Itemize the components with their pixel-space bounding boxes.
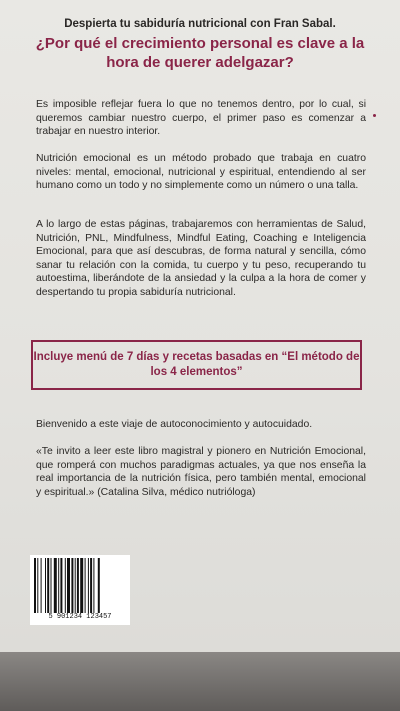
barcode-bar: [98, 558, 100, 613]
barcode-bar: [71, 558, 73, 613]
paragraph-method: Nutrición emocional es un método probado que trabaja en cuatro niveles: mental, emocional, nutricional y espiritual, entendiendo al ser humano como un todo y no simplemente como un número o una talla.: [36, 153, 366, 192]
barcode-bar: [60, 558, 62, 613]
barcode-bars: [34, 558, 126, 613]
background-surface: [0, 652, 400, 711]
barcode-bar: [37, 558, 38, 613]
barcode-bar: [80, 558, 83, 613]
barcode-number: 5 901234 123457: [48, 613, 112, 621]
barcode-bar: [75, 558, 76, 613]
barcode-bar: [54, 558, 57, 613]
callout-text: Incluye menú de 7 días y recetas basadas en “El método de los 4 elementos”: [33, 351, 360, 378]
headline: ¿Por qué el crecimiento personal es clave a la hora de querer adelgazar?: [35, 35, 365, 71]
barcode-bar: [88, 558, 89, 613]
barcode-bar: [85, 558, 86, 613]
barcode-bar: [67, 558, 70, 613]
barcode-bar: [58, 558, 59, 613]
tagline: Despierta tu sabiduría nutricional con Fran Sabal.: [64, 18, 336, 30]
barcode-bar: [93, 558, 94, 613]
paragraph-welcome: Bienvenido a este viaje de autoconocimiento y autocuidado.: [36, 419, 313, 430]
decorative-dot: [373, 114, 376, 117]
barcode-bar: [65, 558, 66, 613]
paragraph-tools: A lo largo de estas páginas, trabajaremos con herramientas de Salud, Nutrición, PNL, Mindfulness, Mindful Eating, Coaching e Inteligencia Emocional, para que así descubras, de forma natural y sencilla, cómo sanar tu relación con la comida, tu cuerpo y tu peso, recuperando tu autoestima, liberándote de la ansiedad y la culpa a la hora de comer y despertando tu propia sabiduría nutricional.: [36, 219, 366, 298]
barcode-bar: [45, 558, 46, 613]
barcode-bar: [77, 558, 79, 613]
paragraph-intro: Es imposible reflejar fuera lo que no tenemos dentro, por lo cual, si queremos cambiar nuestro cuerpo, el primer paso es comenzar a trabajar en nuestro interior.: [36, 99, 366, 138]
barcode-bar: [41, 558, 42, 613]
barcode-bar: [90, 558, 92, 613]
barcode-bar: [51, 558, 52, 613]
barcode-bar: [34, 558, 36, 613]
testimonial-quote: «Te invito a leer este libro magistral y pionero en Nutrición Emocional, que romperá con muchos paradigmas actuales, ya que nos enseña la real importancia de la nutrición física, pero también mental, emocional y espiritual.» (Catalina Silva, médico nutrióloga): [36, 446, 366, 498]
callout-box: [31, 340, 362, 390]
barcode-bar: [47, 558, 49, 613]
barcode: [30, 555, 130, 625]
